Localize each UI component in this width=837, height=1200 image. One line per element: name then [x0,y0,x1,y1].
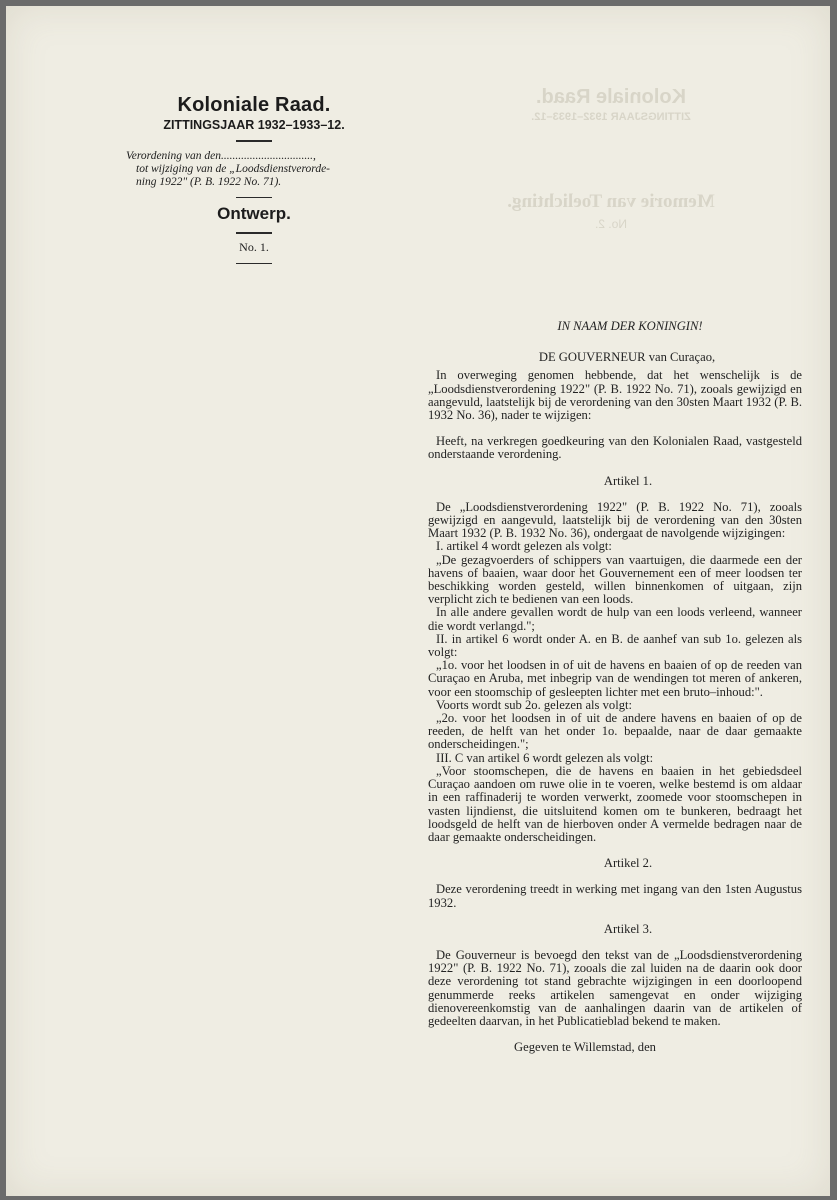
article-1-paragraph: In alle andere gevallen wordt de hulp van een loods verleend, wanneer die wordt verlangd."; [428,605,802,633]
document-header [124,94,384,272]
bleed-through-number: No. 2. [595,217,628,231]
ordinance-line: Verordening van den................................, [126,149,316,162]
document-number: No. 1. [239,239,269,254]
article-1-paragraph: III. C van artikel 6 wordt gelezen als volgt: [436,750,654,765]
article-1-paragraph: „2o. voor het loodsen in of uit de andere havens en baaien of op de reeden, de helft van het onder 1o. bepaalde, naar de daar gemaakte onderscheidingen."; [428,711,802,752]
divider [236,232,272,234]
article-2-text: Deze verordening treedt in werking met ingang van den 1sten Augustus 1932. [428,882,802,910]
closing-line: Gegeven te Willemstad, den [514,1040,656,1055]
governor-line: DE GOUVERNEUR van Curaçao, [538,350,716,365]
session-year: ZITTINGSJAAR 1932–1933–12. [163,118,345,132]
divider [236,263,272,265]
draft-label: Ontwerp. [217,204,291,223]
bleed-through-title: Koloniale Raad. [535,86,687,108]
divider [236,140,272,142]
article-1-paragraph: II. in artikel 6 wordt onder A. en B. de aanhef van sub 1o. gelezen als volgt: [428,631,802,660]
council-title: Koloniale Raad. [177,94,331,116]
bleed-through-memo: Memorie van Toelichting. [507,191,715,212]
ordinance-body [428,320,802,1054]
article-3-text: De Gouverneur is bevoegd den tekst van de „Loodsdienstverordening 1922" (P. B. 1922 No. 71), zooals die zal luiden na de daarin ook door deze verordening tot stand gebrachte wijzigingen in een doorloopend genummerde reeks artikelen samengevat en onder wijziging dienovereenkomstig van de aanhalingen daarin van de artikelen of gedeelten daarvan, in het Publicatieblad bekend te maken. [428,947,802,1028]
divider [236,197,272,199]
enacted-paragraph: Heeft, na verkregen goedkeuring van den Kolonialen Raad, vastgesteld onderstaande verordening. [428,434,802,462]
article-2-title: Artikel 2. [603,856,653,871]
article-1-paragraph: Voorts wordt sub 2o. gelezen als volgt: [436,697,632,712]
article-1-paragraph: „De gezagvoerders of schippers van vaartuigen, die daarmede een der havens of baaien, waar door het Gouvernement een of meer loodsen ter beschikking worden gesteld, willen binnenkomen of uitgaan, zijn verplicht zich te bedienen van een loods. [428,552,802,607]
article-1-paragraph: De „Loodsdienstverordening 1922" (P. B. 1922 No. 71), zooals gewijzigd en aangevuld, laatstelijk bij de verordening van den 30sten Maart 1932 (P. B. 1932 No. 36), ondergaat de navolgende wijzigingen: [428,499,802,541]
invocation: IN NAAM DER KONINGIN! [557,319,703,333]
article-1-title: Artikel 1. [603,473,653,488]
considering-paragraph: In overweging genomen hebbende, dat het wenschelijk is de „Loodsdienstverordening 1922" (P. B. 1922 No. 71), zooals gewijzigd en aangevuld, laatstelijk bij de verordening van den 30sten Maart 1932 (P. B. 1932 No. 36), nader te wijzigen: [428,368,802,423]
article-1-paragraph: „Voor stoomschepen, die de havens en baaien in het gebiedsdeel Curaçao aandoen om ruwe olie in te voeren, welke bestemd is om aldaar in een raffinaderij te worden verwerkt, zoomede voor stoomschepen in vasten lijndienst, die uitsluitend komen om te bunkeren, bedraagt het loodsgeld de helft van de hierboven onder A vermelde bedragen naar de daar gemaakte onderscheidingen. [428,763,802,844]
ordinance-title [124,150,384,189]
bleed-through-text [486,86,736,231]
article-3-title: Artikel 3. [603,921,653,936]
article-1-paragraph: „1o. voor het loodsen in of uit de havens en baaien of op de reeden van Curaçao en Aruba, met inbegrip van de wendingen tot meren of ankeren, voor een stoomschip of gesleepten lichter met een bruto–inhoud:". [428,658,802,699]
bleed-through-session: ZITTINGSJAAR 1932–1933–12. [531,111,691,123]
ordinance-line: ning 1922" (P. B. 1922 No. 71). [136,175,282,188]
paper-sheet [6,6,830,1196]
ordinance-line: tot wijziging van de „Loodsdienstverorde- [136,162,331,175]
article-1-paragraph: I. artikel 4 wordt gelezen als volgt: [436,539,612,554]
